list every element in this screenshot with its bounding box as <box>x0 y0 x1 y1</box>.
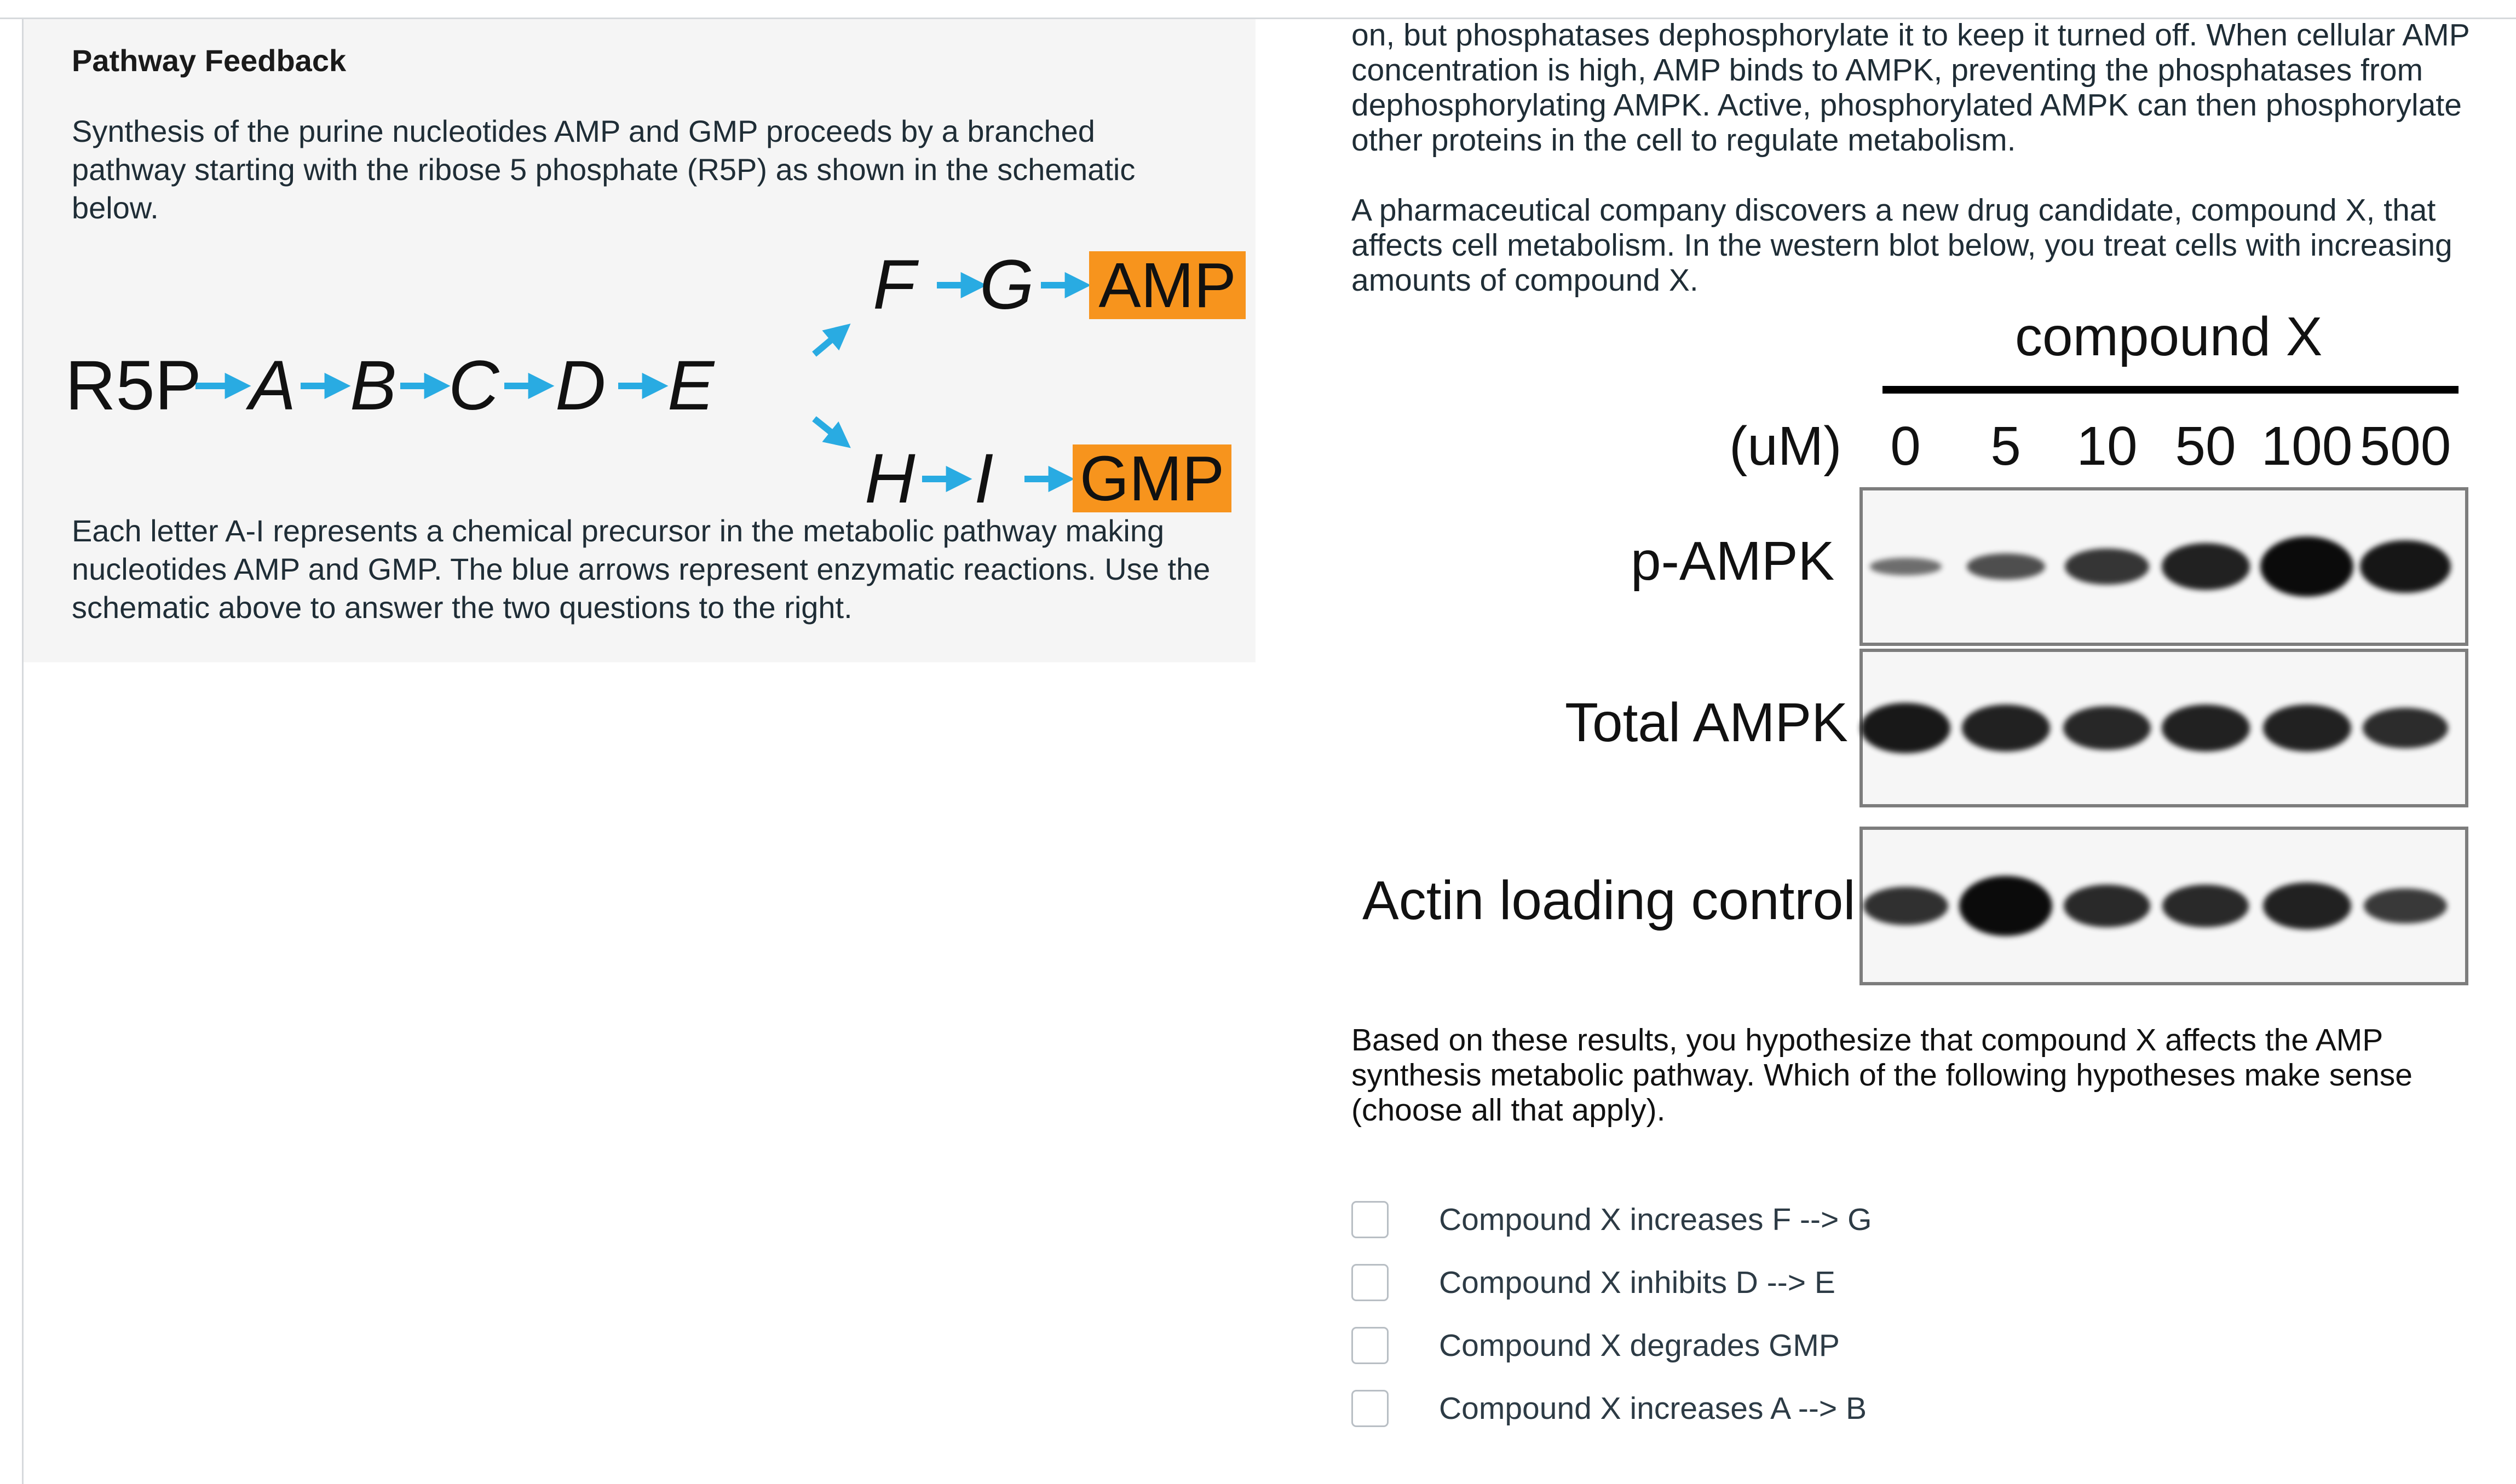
blot-membrane <box>1859 827 2468 985</box>
answer-checkbox[interactable] <box>1351 1390 1389 1427</box>
answer-option[interactable] <box>1351 1188 2173 1251</box>
answer-option[interactable] <box>1351 1314 2173 1377</box>
answer-option-label[interactable]: Compound X increases F --> G <box>1439 1202 1872 1237</box>
question-context <box>1351 18 2496 298</box>
gmp-product-box: GMP <box>1073 444 1231 512</box>
blot-band <box>2064 885 2150 927</box>
concentration-label: 500 <box>2359 415 2451 477</box>
label-h: H <box>865 440 916 518</box>
label-f: F <box>873 246 916 324</box>
blot-band <box>1962 705 2050 751</box>
pathway-schematic <box>65 246 1248 523</box>
blot-band <box>1861 703 1950 754</box>
label-a: A <box>249 347 296 425</box>
western-blot-figure <box>1351 307 2496 996</box>
context-paragraph-1: on, but phosphatases dephosphorylate it to keep it turned off. When cellular AMP concentration is high, AMP binds to AMPK, preventing the phosphatases from dephosphorylating AMPK. Active, phosphorylated AMPK can then phosphorylate other proteins in the cell to regulate metabolism. <box>1351 18 2469 158</box>
blot-band <box>2263 882 2351 929</box>
blot-band <box>2065 548 2149 585</box>
blot-row-label: Actin loading control <box>1362 870 1856 931</box>
blot-band <box>2162 885 2249 927</box>
panel-title: Pathway Feedback <box>72 43 347 78</box>
label-i: I <box>974 440 994 518</box>
blot-row-label: p-AMPK <box>1631 530 1835 592</box>
answer-option[interactable] <box>1351 1251 2173 1314</box>
panel-intro-text: Synthesis of the purine nucleotides AMP and GMP proceeds by a branched pathway starting with the ribose 5 phosphate (R5P) as shown in the schematic below. <box>72 114 1136 225</box>
blot-band <box>1967 553 2045 579</box>
question-text: Based on these results, you hypothesize that compound X affects the AMP synthesis metabolic pathway. Which of the following hypotheses make sense (choose all that apply). <box>1351 1023 2413 1128</box>
answer-option-label[interactable]: Compound X inhibits D --> E <box>1439 1264 1835 1300</box>
blot-band <box>2162 705 2250 751</box>
blot-membrane <box>1859 487 2468 646</box>
blot-band <box>1959 876 2052 936</box>
label-e: E <box>667 347 715 425</box>
answer-option-label[interactable]: Compound X degrades GMP <box>1439 1327 1840 1363</box>
blot-band <box>2162 543 2250 590</box>
schematic-arrows <box>65 246 1248 523</box>
concentration-label: 10 <box>2076 415 2138 477</box>
arrow-e-h <box>814 419 842 441</box>
answer-options <box>1351 1188 2173 1440</box>
context-paragraph-2: A pharmaceutical company discovers a new drug candidate, compound X, that affects cell metabolism. In the western blot below, you treat cells with increasing amounts of compound X. <box>1351 193 2452 298</box>
top-border <box>0 0 2516 19</box>
blot-band <box>2364 888 2447 923</box>
blot-band <box>1870 558 1942 575</box>
compound-x-label: compound X <box>2015 306 2323 367</box>
unit-label: (uM) <box>1729 415 1842 477</box>
answer-checkbox[interactable] <box>1351 1201 1389 1238</box>
answer-checkbox[interactable] <box>1351 1264 1389 1301</box>
blot-band <box>2063 706 2150 750</box>
compound-x-bar <box>1882 386 2459 394</box>
label-d: D <box>555 347 606 425</box>
blot-band <box>2363 708 2449 749</box>
answer-option-label[interactable]: Compound X increases A --> B <box>1439 1390 1867 1426</box>
blot-band <box>2263 705 2351 751</box>
concentration-label: 5 <box>1990 415 2021 477</box>
amp-product-box: AMP <box>1089 251 1246 319</box>
label-b: B <box>350 347 397 425</box>
label-c: C <box>448 347 499 425</box>
blot-membrane <box>1859 649 2468 807</box>
answer-checkbox[interactable] <box>1351 1327 1389 1364</box>
concentration-label: 0 <box>1890 415 1921 477</box>
panel-outro-text: Each letter A-I represents a chemical precursor in the metabolic pathway making nucleotides AMP and GMP. The blue arrows represent enzymatic reactions. Use the schematic above to answer the two questions to the right. <box>72 513 1211 625</box>
blot-row-label: Total AMPK <box>1565 692 1848 753</box>
blot-band <box>1863 887 1948 926</box>
blot-band <box>2360 540 2450 593</box>
answer-option[interactable] <box>1351 1377 2173 1440</box>
concentration-label: 50 <box>2175 415 2236 477</box>
label-r5p: R5P <box>65 347 201 425</box>
arrow-e-f <box>814 331 842 354</box>
blot-band <box>2260 536 2353 597</box>
label-g: G <box>980 246 1034 324</box>
pathway-feedback-panel <box>24 19 1256 662</box>
concentration-label: 100 <box>2261 415 2353 477</box>
